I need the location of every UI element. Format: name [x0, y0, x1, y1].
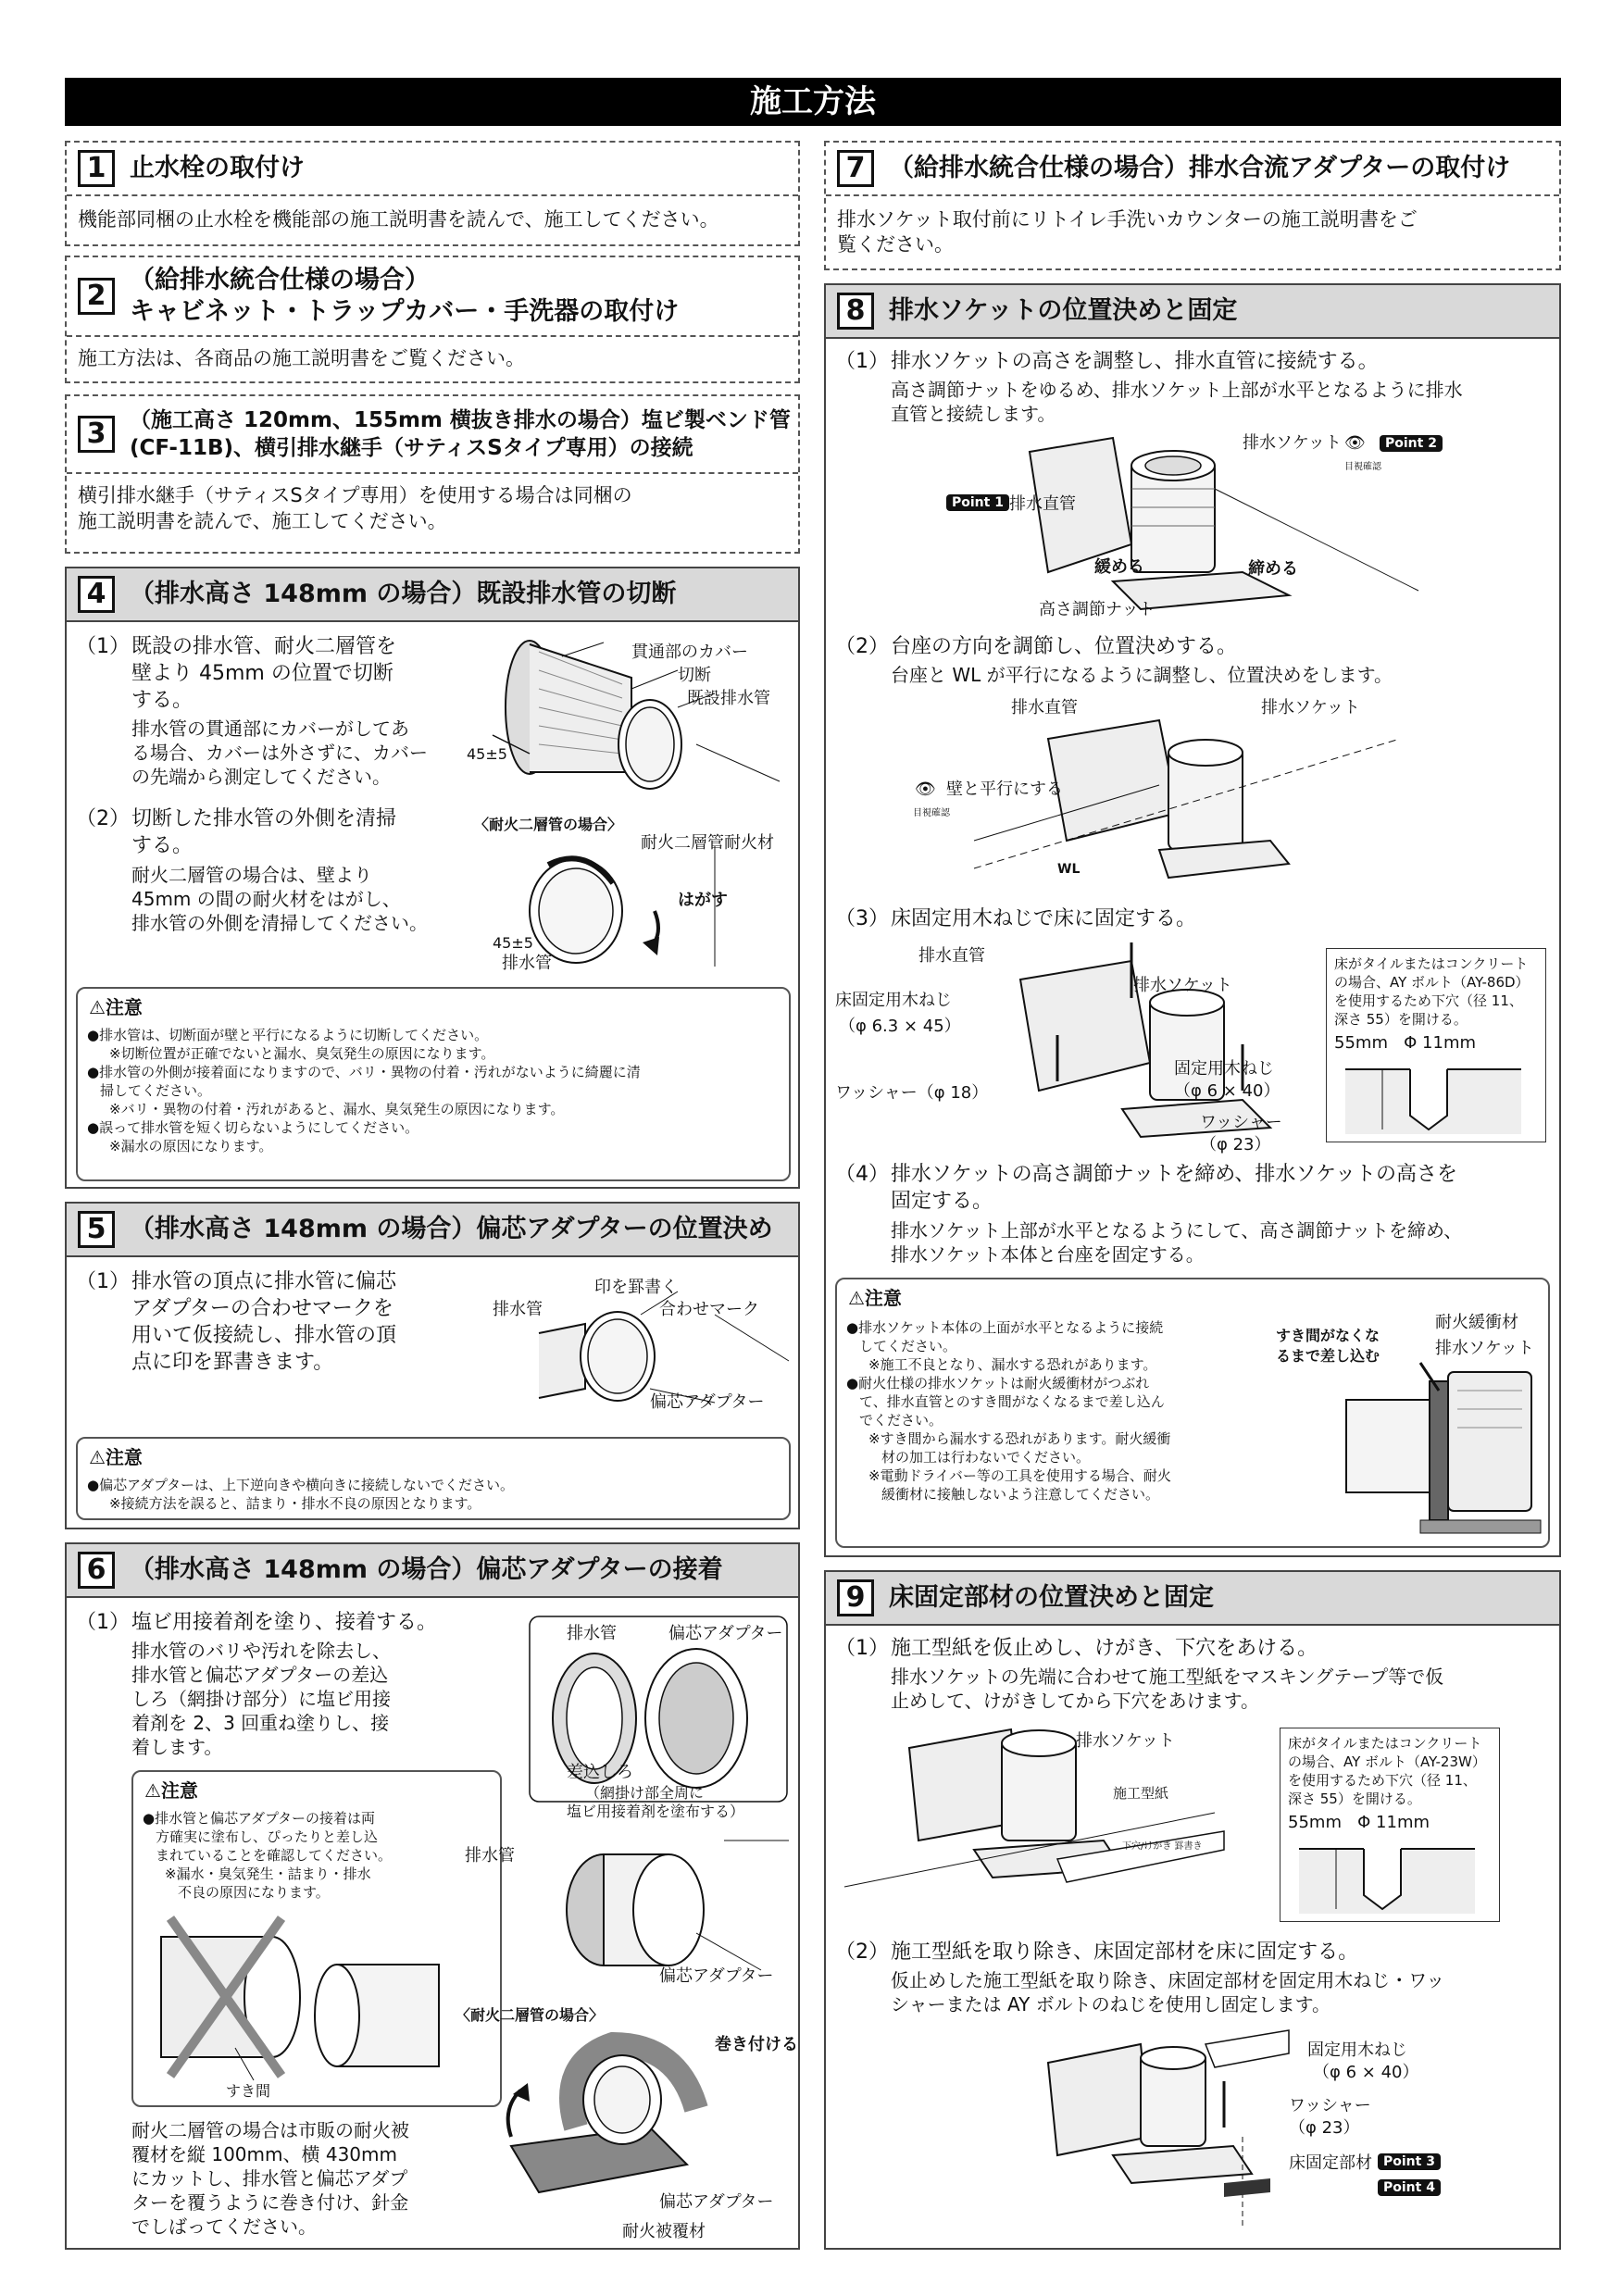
- section-title: （排水高さ 148mm の場合）偏芯アダプターの接着: [130, 1555, 723, 1584]
- template-label: 施工型紙: [1113, 1785, 1169, 1802]
- step-subtext: る場合、カバーは外さずに、カバー: [131, 742, 428, 764]
- note-text: 床がタイルまたはコンクリート: [1288, 1735, 1482, 1752]
- adapter-label: 偏芯アダプター: [659, 1966, 774, 1986]
- existing-pipe-label: 既設排水管: [687, 689, 770, 708]
- section-8: [824, 283, 1561, 1557]
- mark-label: 印を罫書く: [594, 1278, 678, 1297]
- caution-note: ※すき間から漏水する恐れがあります。耐火緩衝: [868, 1430, 1171, 1447]
- socket-label: 排水ソケット: [1435, 1339, 1534, 1358]
- point-2-badge: Point 2: [1380, 435, 1443, 452]
- section-4: [65, 567, 800, 1189]
- step-number: （1）: [76, 1270, 130, 1293]
- caution-box: [76, 1437, 791, 1520]
- caution-text: まれていることを確認してください。: [156, 1847, 393, 1864]
- wrap-label: 巻き付ける: [715, 2035, 798, 2054]
- step-text: 切断した排水管の外側を清掃: [131, 807, 397, 830]
- section-2: [65, 256, 800, 383]
- section-number: 4: [78, 576, 115, 613]
- washer-size-label: （φ 23）: [1200, 1135, 1271, 1154]
- fix-screw-label: 固定用木ねじ: [1307, 2040, 1407, 2060]
- washer-label: ワッシャー: [1200, 1113, 1282, 1132]
- nut-label: 高さ調節ナット: [1039, 600, 1156, 619]
- step-text: 床固定用木ねじで床に固定する。: [891, 907, 1197, 930]
- section-5: [65, 1202, 800, 1529]
- caution-note: ※切断位置が正確でないと漏水、臭気発生の原因になります。: [109, 1045, 495, 1062]
- step-text: 既設の排水管、耐火二層管を: [131, 635, 397, 658]
- caution-note: ※電動ドライバー等の工具を使用する場合、耐火: [868, 1467, 1171, 1484]
- align-mark-label: 合わせマーク: [659, 1300, 759, 1319]
- fire-buffer-label: 耐火緩衝材: [1435, 1313, 1518, 1332]
- fireproof-text: でしばってください。: [131, 2215, 317, 2238]
- pipe-label: 排水直管: [1011, 698, 1078, 718]
- washer-size-label: （φ 23）: [1289, 2118, 1360, 2138]
- caution-text: ●排水ソケット本体の上面が水平となるように接続: [846, 1319, 1164, 1336]
- pipe-label: 排水直管: [918, 946, 985, 966]
- step-text: 施工型紙を取り除き、床固定部材を床に固定する。: [891, 1940, 1359, 1964]
- note-text: 深さ 55）を開ける。: [1334, 1011, 1468, 1028]
- pipe-label: 排水直管: [1009, 494, 1076, 514]
- eye-icon: 👁: [1344, 433, 1366, 453]
- step-subtext: 排水管と偏芯アダプターの差込: [131, 1664, 389, 1686]
- section-body-line1: 排水ソケット取付前にリトイレ手洗いカウンターの施工説明書をご: [837, 208, 1418, 231]
- eye-icon: 👁: [915, 780, 936, 799]
- dimension-label: 45±5: [493, 934, 533, 952]
- section-title-line2: (CF-11B)、横引排水継手（サティスSタイプ専用）の接続: [130, 436, 693, 460]
- caution-heading: ⚠注意: [89, 1446, 143, 1468]
- step-text: アダプターの合わせマークを: [131, 1297, 394, 1320]
- adapter-label: 偏芯アダプター: [668, 1624, 783, 1643]
- step-subtext: 止めして、けがきしてから下穴をあけます。: [891, 1690, 1259, 1712]
- step-number: （2）: [835, 1940, 889, 1964]
- depth-label: 55mm: [1288, 1813, 1342, 1832]
- gap-label: すき間: [226, 2082, 271, 2100]
- section-number: 8: [837, 293, 874, 330]
- step-text: 壁より 45mm の位置で切断: [131, 662, 394, 685]
- caution-text: 掃してください。: [100, 1082, 212, 1099]
- caution-text: でください。: [859, 1412, 943, 1429]
- fix-screw-size-label: （φ 6 × 40）: [1313, 2063, 1419, 2082]
- caution-text: ●排水管と偏芯アダプターの接着は両: [143, 1810, 375, 1827]
- pipe-label: 排水管: [567, 1624, 617, 1643]
- fix-screw-size-label: （φ 6 × 40）: [1174, 1081, 1280, 1101]
- caution-text: ●排水管は、切断面が壁と平行になるように切断してください。: [87, 1027, 489, 1043]
- assembled-figure: [539, 1841, 789, 1979]
- caution-box: [835, 1278, 1550, 1548]
- fire-cover-label: 耐火被覆材: [622, 2222, 706, 2241]
- section-body-line2: 施工説明書を読んで、施工してください。: [78, 510, 447, 532]
- marking-label: 下穴/けがき 罫書き: [1122, 1841, 1203, 1852]
- push-label: るまで差し込む: [1276, 1347, 1380, 1365]
- note-text: を使用するため下穴（径 11、: [1288, 1772, 1477, 1789]
- caution-heading: ⚠注意: [144, 1779, 198, 1802]
- section-number: 5: [78, 1211, 115, 1248]
- caution-heading: ⚠注意: [848, 1287, 902, 1309]
- fireproof-text: 覆材を縦 100mm、横 430mm: [131, 2143, 397, 2165]
- caution-note: ※漏水・臭気発生・詰まり・排水: [165, 1866, 371, 1882]
- page-title: 施工方法: [65, 78, 1561, 126]
- push-label: すき間がなくな: [1276, 1327, 1380, 1344]
- point-4-badge: Point 4: [1378, 2179, 1441, 2196]
- section-title: 排水ソケットの位置決めと固定: [889, 296, 1238, 325]
- section-title: （排水高さ 148mm の場合）偏芯アダプターの位置決め: [130, 1215, 773, 1243]
- fireproof-pipe-figure: [502, 846, 780, 967]
- note-text: の場合、AY ボルト（AY-23W）: [1288, 1753, 1486, 1770]
- section-title: （排水高さ 148mm の場合）既設排水管の切断: [130, 580, 677, 608]
- fireproof-figure-title: 〈耐火二層管の場合〉: [456, 2006, 605, 2024]
- note-text: の場合、AY ボルト（AY-86D）: [1334, 974, 1530, 991]
- pipe-label: 排水管: [502, 954, 552, 973]
- step-subtext: 台座と WL が平行になるように調整し、位置決めをします。: [891, 664, 1393, 686]
- section-title: 床固定部材の位置決めと固定: [889, 1583, 1214, 1612]
- caution-text: ●誤って排水管を短く切らないようにしてください。: [87, 1119, 419, 1136]
- caution-note: 緩衝材に接触しないよう注意してください。: [881, 1486, 1160, 1503]
- step-subtext: 排水ソケット上部が水平となるようにして、高さ調節ナットを締め、: [891, 1219, 1463, 1242]
- section-body-line2: 覧ください。: [837, 233, 954, 256]
- fireproof-figure-title: 〈耐火二層管の場合〉: [474, 816, 623, 833]
- section-body-line1: 横引排水継手（サティスSタイプ専用）を使用する場合は同梱の: [78, 484, 632, 506]
- step-subtext: 排水管の貫通部にカバーがしてあ: [131, 718, 409, 740]
- insertion-note: 塩ビ用接着剤を塗布する）: [567, 1803, 745, 1820]
- floor-member-label: 床固定部材: [1289, 2153, 1372, 2173]
- section-9: [824, 1570, 1561, 2250]
- floor-member-figure: [1030, 2026, 1307, 2239]
- caution-note: ※施工不良となり、漏水する恐れがあります。: [868, 1356, 1157, 1373]
- screw-label: 床固定用木ねじ: [835, 991, 952, 1010]
- section-title-line1: （給排水統合仕様の場合）: [130, 266, 430, 294]
- drill-hole-figure: [1345, 1060, 1521, 1134]
- pipe-label: 排水管: [493, 1300, 543, 1319]
- section-number: 7: [837, 150, 874, 187]
- caution-note: ※接続方法を誤ると、詰まり・排水不良の原因となります。: [109, 1495, 481, 1512]
- socket-label: 排水ソケット: [1076, 1731, 1175, 1751]
- step-text: 用いて仮接続し、排水管の頂: [131, 1324, 397, 1347]
- socket-label: 排水ソケット: [1243, 433, 1342, 453]
- step-number: （2）: [835, 635, 889, 658]
- fire-material-label: 耐火二層管耐火材: [641, 833, 774, 853]
- step-subtext: 高さ調節ナットをゆるめ、排水ソケット上部が水平となるように排水: [891, 379, 1463, 401]
- cover-label: 貫通部のカバー: [631, 643, 748, 662]
- socket-label: 排水ソケット: [1133, 976, 1232, 995]
- adapter-label: 偏芯アダプター: [659, 2192, 774, 2212]
- screw-size-label: （φ 6.3 × 45）: [839, 1017, 961, 1036]
- section-number: 6: [78, 1552, 115, 1589]
- caution-note: 材の加工は行わないでください。: [881, 1449, 1091, 1466]
- step-number: （2）: [76, 807, 130, 830]
- adapter-label: 偏芯アダプター: [650, 1392, 765, 1412]
- cut-label: 切断: [678, 666, 711, 685]
- peel-label: はがす: [678, 891, 728, 910]
- caution-text: ●排水管の外側が接着面になりますので、バリ・異物の付着・汚れがないように綺麗に清: [87, 1064, 641, 1080]
- step-text: 排水ソケットの高さ調節ナットを締め、排水ソケットの高さを: [891, 1163, 1458, 1186]
- visual-check-label: 目視確認: [1344, 462, 1381, 472]
- step-text: 点に印を罫書きます。: [131, 1351, 334, 1374]
- wrong-gap-figure: [152, 1909, 485, 2094]
- fireproof-text: 耐火二層管の場合は市販の耐火被: [131, 2119, 409, 2141]
- insertion-label: 差込しろ: [567, 1763, 633, 1782]
- caution-text: ●偏芯アダプターは、上下逆向きや横向きに接続しないでください。: [87, 1477, 514, 1493]
- step-text: する。: [131, 834, 194, 857]
- section-title-line2: キャビネット・トラップカバー・手洗器の取付け: [130, 297, 680, 326]
- drill-hole-figure: [1299, 1840, 1475, 1914]
- step-subtext: 着剤を 2、3 回重ね塗りし、接: [131, 1712, 390, 1734]
- wl-label: WL: [1057, 862, 1081, 877]
- section-7: [824, 141, 1561, 270]
- step-number: （1）: [76, 635, 130, 658]
- washer-label: ワッシャー: [1289, 2096, 1371, 2115]
- section-title: 止水栓の取付け: [130, 154, 305, 182]
- step-number: （1）: [835, 350, 889, 373]
- section-number: 3: [78, 416, 115, 453]
- step-text: 台座の方向を調節し、位置決めする。: [891, 635, 1238, 658]
- note-text: を使用するため下穴（径 11、: [1334, 992, 1523, 1009]
- step-subtext: シャーまたは AY ボルトのねじを使用し固定します。: [891, 1993, 1331, 2015]
- section-body: 施工方法は、各商品の施工説明書をご覧ください。: [78, 347, 525, 369]
- section-title-line1: （施工高さ 120mm、155mm 横抜き排水の場合）塩ビ製ベンド管: [130, 408, 791, 432]
- pipe-label: 排水管: [465, 1846, 515, 1866]
- diameter-label: Φ 11mm: [1404, 1033, 1477, 1053]
- concrete-note: [1280, 1728, 1500, 1922]
- step-subtext: 45mm の間の耐火材をはがし、: [131, 888, 401, 910]
- fireproof-text: ターを覆うように巻き付け、針金: [131, 2191, 409, 2214]
- fix-screw-label: 固定用木ねじ: [1174, 1059, 1274, 1079]
- fire-buffer-figure: [1328, 1363, 1541, 1539]
- fireproof-text: にカットし、排水管と偏芯アダプ: [131, 2167, 408, 2190]
- caution-box: [131, 1770, 502, 2107]
- section-number: 2: [78, 278, 115, 315]
- caution-text: て、排水直管とのすき間がなくなるまで差し込ん: [859, 1393, 1165, 1410]
- step-subtext: 耐火二層管の場合は、壁より: [131, 864, 372, 886]
- section-3: [65, 394, 800, 554]
- caution-text: してください。: [859, 1338, 957, 1354]
- loosen-label: 緩める: [1094, 557, 1144, 577]
- step-number: （1）: [76, 1611, 130, 1634]
- step-subtext: 排水管のバリや汚れを除去し、: [131, 1640, 391, 1662]
- section-body: 機能部同梱の止水栓を機能部の施工説明書を読んで、施工してください。: [78, 208, 719, 231]
- insertion-note: （網掛け部全周に: [585, 1784, 705, 1802]
- point-1-badge: Point 1: [946, 494, 1009, 511]
- wrap-figure: [502, 2026, 724, 2211]
- note-text: 深さ 55）を開ける。: [1288, 1791, 1421, 1807]
- concrete-note: [1326, 948, 1546, 1142]
- step-text: 塩ビ用接着剤を塗り、接着する。: [131, 1611, 438, 1634]
- base-alignment-figure: [974, 720, 1400, 887]
- section-number: 9: [837, 1579, 874, 1616]
- caution-note: 不良の原因になります。: [178, 1884, 330, 1901]
- section-number: 1: [78, 150, 115, 187]
- caution-text: 方確実に塗布し、ぴったりと差し込: [156, 1828, 379, 1845]
- section-title: （給排水統合仕様の場合）排水合流アダプターの取付け: [889, 154, 1511, 182]
- template-figure: [844, 1720, 1233, 1905]
- step-subtext: 着します。: [131, 1736, 223, 1758]
- step-subtext: 排水ソケット本体と台座を固定する。: [891, 1243, 1205, 1266]
- step-text: する。: [131, 689, 194, 712]
- step-subtext: 仮止めした施工型紙を取り除き、床固定部材を固定用木ねじ・ワッ: [891, 1969, 1445, 1991]
- socket-label: 排水ソケット: [1261, 698, 1360, 718]
- step-text: 排水ソケットの高さを調整し、排水直管に接続する。: [891, 350, 1379, 373]
- caution-note: ※バリ・異物の付着・汚れがあると、漏水、臭気発生の原因になります。: [109, 1101, 565, 1117]
- step-text: 固定する。: [891, 1190, 993, 1213]
- visual-check-label: 目視確認: [913, 808, 950, 818]
- step-number: （1）: [835, 1637, 889, 1660]
- step-text: 施工型紙を仮止めし、けがき、下穴をあける。: [891, 1637, 1318, 1660]
- step-subtext: 直管と接続します。: [891, 403, 1056, 425]
- parallel-label: 壁と平行にする: [946, 780, 1063, 799]
- washer-label: ワッシャー（φ 18）: [835, 1083, 989, 1103]
- section-6: [65, 1542, 800, 2250]
- caution-box: [76, 987, 791, 1181]
- step-subtext: しろ（網掛け部分）に塩ビ用接: [131, 1688, 391, 1710]
- caution-text: ●耐火仕様の排水ソケットは耐火緩衝材がつぶれ: [846, 1375, 1150, 1391]
- step-subtext: 排水ソケットの先端に合わせて施工型紙をマスキングテープ等で仮: [891, 1666, 1444, 1688]
- step-number: （4）: [835, 1163, 889, 1186]
- step-subtext: 排水管の外側を清掃してください。: [131, 912, 428, 934]
- diameter-label: Φ 11mm: [1357, 1813, 1430, 1832]
- step-text: 排水管の頂点に排水管に偏芯: [131, 1270, 397, 1293]
- caution-heading: ⚠注意: [89, 996, 143, 1018]
- point-3-badge: Point 3: [1378, 2153, 1441, 2170]
- dimension-label: 45±5: [467, 745, 507, 763]
- step-subtext: の先端から測定してください。: [131, 766, 391, 788]
- tighten-label: 締める: [1248, 559, 1298, 579]
- step-number: （3）: [835, 907, 889, 930]
- section-1: [65, 141, 800, 246]
- caution-note: ※漏水の原因になります。: [109, 1138, 273, 1154]
- note-text: 床がタイルまたはコンクリート: [1334, 955, 1529, 972]
- depth-label: 55mm: [1334, 1033, 1388, 1053]
